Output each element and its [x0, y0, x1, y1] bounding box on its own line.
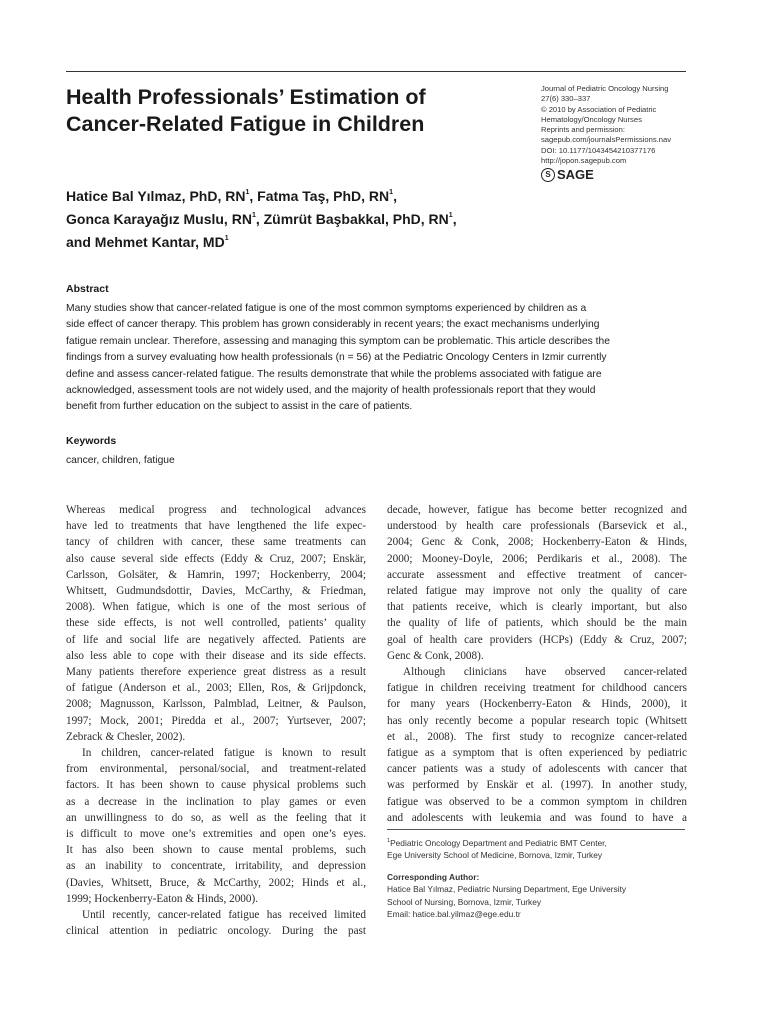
- affiliation-marker: 1: [245, 189, 250, 196]
- body-line: understood by health care professionals (Barsevick et al.,: [387, 520, 687, 533]
- abstract-heading: Abstract: [66, 283, 109, 295]
- body-line: also less able to cope with their disease and its side effects.: [66, 649, 366, 662]
- abstract-line: findings from a survey evaluating how health professionals (n = 56) at the Pediatric Oncology Centers in Izmir currently: [66, 352, 607, 364]
- sage-logo-text: SAGE: [557, 167, 594, 182]
- body-line: accurate assessment and effective treatment of cancer-: [387, 568, 687, 581]
- body-line: In children, cancer-related fatigue is known to result: [82, 747, 366, 760]
- author-separator: ,: [393, 188, 397, 204]
- body-line: Although clinicians have observed cancer-related: [403, 666, 687, 679]
- affiliation-text: Pediatric Oncology Department and Pediatric BMT Center,: [390, 838, 607, 848]
- footnotes: [387, 835, 687, 920]
- body-line: from environmental, personal/social, and treatment-related: [66, 763, 366, 776]
- corresponding-author-heading: Corresponding Author:: [387, 871, 480, 882]
- keywords-heading: Keywords: [66, 435, 117, 447]
- corresponding-author-line: Hatice Bal Yılmaz, Pediatric Nursing Department, Ege University: [387, 884, 627, 895]
- copyright-line: © 2010 by Association of Pediatric: [541, 104, 657, 114]
- author-name: Hatice Bal Yılmaz, PhD, RN: [66, 188, 246, 204]
- journal-name: Journal of Pediatric Oncology Nursing: [541, 84, 669, 93]
- journal-info: [541, 84, 711, 166]
- author-name: Zümrüt Başbakkal, PhD, RN: [263, 211, 449, 227]
- body-line: also cause several side effects (Eddy & Cruz, 2007; Enskär,: [66, 552, 366, 565]
- author-line: [66, 183, 526, 206]
- body-line: It has also been shown to cause mental problems, such: [66, 844, 366, 857]
- body-line: cancer patients was a study of adolescents with cancer that: [387, 763, 687, 776]
- body-line: 1999; Hockenberry-Eaton & Hinds, 2000).: [66, 892, 259, 905]
- body-line: an unwillingness to do so, as well as the feeling that it: [66, 811, 366, 824]
- sage-s-icon: S: [541, 168, 555, 182]
- body-line: fatigue was observed to be a common symptom in children: [387, 795, 687, 808]
- body-line: et al., 2008). The first study to recognize cancer-related: [387, 730, 687, 743]
- body-line: as a decrease in the inclination to play games or even: [66, 795, 366, 808]
- body-line: has only recently become a popular research topic (Whitsett: [387, 714, 687, 727]
- body-line: Carlsson, Golsäter, & Hamrin, 1997; Hockenberry, 2004;: [66, 568, 366, 581]
- author-separator: ,: [255, 211, 264, 227]
- affiliation-marker: 1: [389, 189, 394, 196]
- body-line: Until recently, cancer-related fatigue has received limited: [82, 909, 366, 922]
- body-line: these side effects, is not well controlled, patients’ quality: [66, 617, 366, 630]
- permissions-link[interactable]: sagepub.com/journalsPermissions.nav: [541, 135, 672, 145]
- keywords-list: cancer, children, fatigue: [66, 455, 175, 466]
- body-line: Genc & Conk, 2008).: [387, 649, 484, 662]
- author-separator: ,: [452, 211, 457, 227]
- body-line: Many patients therefore experience great distress as a result: [66, 666, 366, 679]
- body-line: have led to treatments that have lengthened the life expec-: [66, 520, 366, 533]
- body-line: is difficult to move one’s extremities and open one’s eyes.: [66, 828, 366, 841]
- body-line: 1997; Mock, 2001; Piredda et al., 2007; Yurtsever, 2007;: [66, 714, 366, 727]
- title-line: Health Professionals’ Estimation of: [66, 85, 426, 109]
- author-line: [66, 206, 526, 229]
- body-line: factors. It has been shown to cause physical problems such: [66, 779, 366, 792]
- copyright-line: Hematology/Oncology Nurses: [541, 114, 642, 124]
- body-line: as an inability to concentrate, irritability, and depression: [66, 860, 366, 873]
- article-title: [66, 84, 506, 138]
- title-line: Cancer-Related Fatigue in Children: [66, 112, 425, 136]
- body-line: Whereas medical progress and technological advances: [66, 504, 366, 516]
- body-line: the quality of life of patients, which should be the main: [387, 617, 687, 630]
- affiliation-marker: 1: [224, 235, 229, 242]
- body-line: (Davies, Whitsett, Bruce, & McCarthy, 2002; Hinds et al.,: [66, 876, 366, 889]
- body-line: of fatigue (Anderson et al., 2003; Ellen, Ros, & Grijpdonck,: [66, 682, 366, 695]
- body-line: tancy of children with cancer, these same treatments can: [66, 536, 366, 549]
- body-line: fatigue as a symptom that is often experienced by pediatric: [387, 747, 687, 760]
- abstract-line: side effect of cancer therapy. This problem has grown considerably in recent years; the exact mechanisms underlying: [66, 319, 600, 331]
- body-line: 2008). When fatigue, which is one of the most serious of: [66, 601, 366, 614]
- journal-url-link[interactable]: http://jopon.sagepub.com: [541, 156, 627, 166]
- affiliation-marker: 1: [387, 838, 391, 844]
- abstract-line: define and assess cancer-related fatigue. The results demonstrate that while the problems associated with fatigue are: [66, 368, 602, 380]
- body-line: related fatigue may improve not only the quality of care: [387, 585, 687, 598]
- body-line: decade, however, fatigue has become better recognized and: [387, 504, 687, 516]
- body-line: 2000; Mooney-Doyle, 2006; Perdikaris et al., 2008). The: [387, 552, 687, 565]
- body-line: 2008; Magnusson, Karlsson, Palmblad, Leitner, & Paulson,: [66, 698, 366, 711]
- abstract-line: fatigue remain unclear. Therefore, assessing and managing this symptom can be problematic. This article describes the: [66, 335, 610, 347]
- reprints-line: Reprints and permission:: [541, 125, 625, 135]
- author-name: and Mehmet Kantar, MD: [66, 234, 225, 250]
- author-line: [66, 229, 526, 252]
- abstract-line: benefit from further education on the subject to assist in the care of patients.: [66, 401, 413, 413]
- body-line: 2004; Genc & Conk, 2008; Hockenberry-Eaton & Hinds,: [387, 536, 687, 549]
- body-line: Whitsett, Gudmundsdottir, Davies, McCarthy, & Friedman,: [66, 585, 366, 598]
- abstract-line: Many studies show that cancer-related fatigue is one of the most common symptoms experienced by children as a: [66, 303, 587, 314]
- body-line: was performed by Enskär et al. (1997). In another study,: [387, 779, 687, 792]
- journal-volume: 27(6) 330–337: [541, 94, 591, 104]
- body-line: and adolescents with leukemia and was found to have a: [387, 811, 687, 824]
- author-separator: ,: [249, 188, 258, 204]
- body-line: for many years (Hockenberry-Eaton & Hinds, 2000), it: [387, 698, 687, 711]
- body-line: goal of health care providers (HCPs) (Eddy & Cruz, 2007;: [387, 633, 687, 646]
- corresponding-author-line: School of Nursing, Bornova, Izmir, Turkey: [387, 896, 542, 907]
- body-line: that patients receive, which is clearly important, but also: [387, 601, 687, 614]
- affiliation-marker: 1: [448, 212, 453, 219]
- abstract-body: [66, 301, 696, 416]
- sage-logo: [541, 167, 594, 182]
- author-name: Gonca Karayağız Muslu, RN: [66, 211, 252, 227]
- affiliation-line: Ege University School of Medicine, Bornova, Izmir, Turkey: [387, 850, 603, 861]
- footnote-rule: [387, 829, 685, 830]
- author-name: Fatma Taş, PhD, RN: [257, 188, 390, 204]
- body-line: clinical attention in pediatric oncology. During the past: [66, 925, 366, 938]
- author-list: [66, 183, 526, 252]
- abstract-line: acknowledged, assessment tools are not widely used, and the majority of health professionals report that they would: [66, 385, 596, 397]
- affiliation-marker: 1: [251, 212, 256, 219]
- body-line: fatigue in children receiving treatment for childhood cancers: [387, 682, 687, 695]
- body-column-left: [66, 502, 366, 939]
- body-line: Zebrack & Chesler, 2002).: [66, 730, 186, 743]
- affiliation-line: [387, 835, 687, 849]
- body-line: of life and social life are negatively affected. Patients are: [66, 633, 366, 646]
- corresponding-author-email[interactable]: Email: hatice.bal.yilmaz@ege.edu.tr: [387, 909, 521, 920]
- header-rule: [66, 71, 686, 72]
- doi-link[interactable]: DOI: 10.1177/1043454210377176: [541, 145, 656, 155]
- body-column-right: [387, 502, 687, 826]
